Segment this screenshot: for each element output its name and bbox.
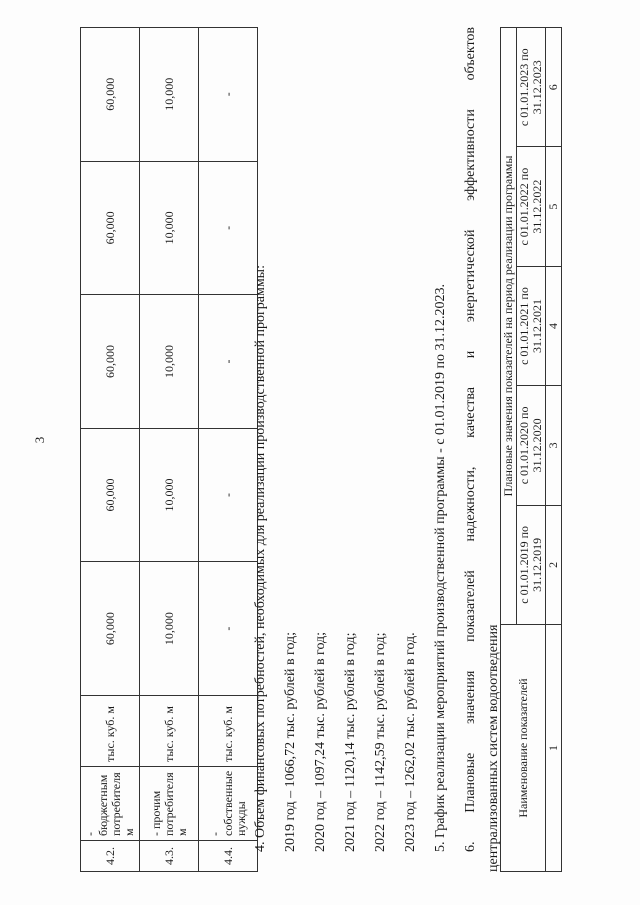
section6-heading-line2: централизованных систем водоотведения bbox=[486, 624, 501, 872]
finance-line-2019: 2019 год – 1066,72 тыс. рублей в год; bbox=[283, 631, 298, 852]
row-value: 60,000 bbox=[81, 428, 140, 562]
period-header: с 01.01.2019 по 31.12.2019 bbox=[517, 505, 546, 624]
period-header: с 01.01.2022 по 31.12.2022 bbox=[517, 147, 546, 266]
row-number: 4.2. bbox=[81, 841, 140, 872]
volume-table bbox=[80, 27, 258, 872]
finance-line-2020: 2020 год – 1097,24 тыс. рублей в год; bbox=[313, 631, 328, 852]
row-value: 60,000 bbox=[81, 295, 140, 429]
column-number: 5 bbox=[546, 147, 562, 266]
row-name: - прочим потребителя м bbox=[140, 766, 199, 840]
table-row bbox=[81, 28, 140, 872]
planned-values-header: Плановые значения показателей на период реализации программы bbox=[501, 28, 517, 625]
column-number: 1 bbox=[546, 625, 562, 872]
row-unit: тыс. куб. м bbox=[81, 695, 140, 766]
row-value: 10,000 bbox=[140, 295, 199, 429]
row-unit: тыс. куб. м bbox=[140, 695, 199, 766]
finance-line-2022: 2022 год – 1142,59 тыс. рублей в год; bbox=[373, 632, 388, 852]
row-value: - bbox=[199, 428, 258, 562]
section6-heading-line1: 6. Плановые значения показателей надежности, качества и энергетической эффективности объектов bbox=[463, 27, 478, 852]
row-value: - bbox=[199, 295, 258, 429]
row-value: 10,000 bbox=[140, 161, 199, 295]
row-name: - бюджетным потребителя м bbox=[81, 766, 140, 840]
row-number: 4.4. bbox=[199, 841, 258, 872]
indicator-name-header: Наименование показателей bbox=[501, 625, 546, 872]
column-number: 6 bbox=[546, 28, 562, 147]
section4-heading: 4. Объем финансовых потребностей, необходимых для реализации производственной программы: bbox=[253, 265, 268, 852]
section5-text: 5. График реализации мероприятий производственной программы - с 01.01.2019 по 31.12.2023. bbox=[433, 283, 448, 852]
row-value: 60,000 bbox=[81, 161, 140, 295]
column-number: 3 bbox=[546, 386, 562, 505]
rotated-sheet bbox=[80, 27, 585, 872]
page-number: 3 bbox=[32, 436, 47, 444]
body-text bbox=[246, 27, 502, 872]
row-value: 10,000 bbox=[140, 28, 199, 162]
row-value: - bbox=[199, 562, 258, 696]
period-header: с 01.01.2023 по 31.12.2023 bbox=[517, 28, 546, 147]
finance-line-2021: 2021 год – 1120,14 тыс. рублей в год; bbox=[343, 632, 358, 852]
finance-line-2023: 2023 год – 1262,02 тыс. рублей в год. bbox=[403, 632, 418, 852]
column-number: 2 bbox=[546, 505, 562, 624]
period-header: с 01.01.2021 по 31.12.2021 bbox=[517, 266, 546, 385]
row-value: 10,000 bbox=[140, 428, 199, 562]
period-header: с 01.01.2020 по 31.12.2020 bbox=[517, 386, 546, 505]
row-unit: тыс. куб. м bbox=[199, 695, 258, 766]
row-name: - собственные нужды bbox=[199, 766, 258, 840]
row-value: - bbox=[199, 161, 258, 295]
row-value: 60,000 bbox=[81, 28, 140, 162]
column-number: 4 bbox=[546, 266, 562, 385]
row-number: 4.3. bbox=[140, 841, 199, 872]
indicator-table bbox=[500, 27, 562, 872]
row-value: 10,000 bbox=[140, 562, 199, 696]
table-row bbox=[140, 28, 199, 872]
row-value: 60,000 bbox=[81, 562, 140, 696]
row-value: - bbox=[199, 28, 258, 162]
